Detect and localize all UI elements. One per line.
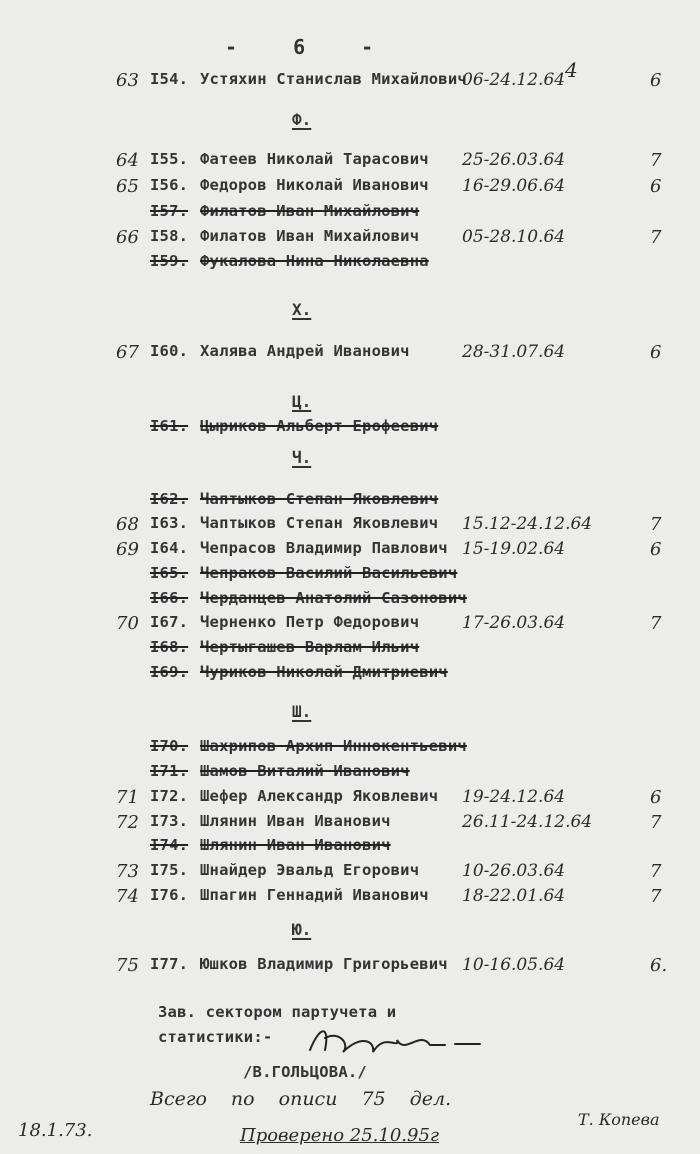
footer-name: /В.ГОЛЬЦОВА./ [243,1063,367,1081]
entry-number: I76. [150,886,189,904]
entry-dates: 15-19.02.64 [462,539,566,559]
entry-name: Филатов Иван Михайлович [200,227,420,245]
entry-name: Цыриков Альберт Ерофеевич [200,417,439,435]
entry-number: I66. [150,589,189,607]
entry-count: 6. [650,955,668,976]
entry-name: Фукалова Нина Николаевна [200,252,429,270]
entry-name: Юшков Владимир Григорьевич [200,955,448,973]
entry-name: Шахрипов Архип Иннокентьевич [200,737,467,755]
entry-dates: 19-24.12.64 [462,787,566,807]
entry-dates: 10-16.05.64 [462,955,566,975]
footer-position-line1: Зав. сектором партучета и [158,1003,397,1021]
entry-name: Филатов Иван Михайлович [200,202,420,220]
entry-name: Чаптыков Степан Яковлевич [200,490,439,508]
entry-number: I64. [150,539,189,557]
entry-count: 6 [650,70,662,91]
entry-number: I77. [150,955,189,973]
entry-name: Шнайдер Эвальд Егорович [200,861,420,879]
handwritten-checked-note: Проверено 25.10.95г [240,1125,440,1146]
entry-number: I60. [150,342,189,360]
entry-mark: 75 [116,955,139,976]
entry-dates: 05-28.10.64 [462,227,566,247]
entry-mark: 69 [116,539,139,560]
section-letter: Ц. [292,392,312,411]
entry-dates: 15.12-24.12.64 [462,514,593,534]
entry-number: I62. [150,490,189,508]
entry-number: I54. [150,70,189,88]
entry-mark: 65 [116,176,139,197]
entry-number: I71. [150,762,189,780]
section-letter: Ю. [292,920,312,939]
entry-dates: 26.11-24.12.64 [462,812,593,832]
entry-number: I65. [150,564,189,582]
handwritten-total: Всего по описи 75 дел. [150,1088,452,1110]
entry-number: I57. [150,202,189,220]
entry-mark: 71 [116,787,139,808]
entry-name: Шлянин Иван Иванович [200,812,391,830]
entry-name: Шлянин Иван Иванович [200,836,391,854]
entry-name: Черданцев Анатолий Сазонович [200,589,467,607]
entry-number: I58. [150,227,189,245]
entry-number: I70. [150,737,189,755]
entry-number: I61. [150,417,189,435]
entry-dates: 16-29.06.64 [462,176,566,196]
entry-name: Чаптыков Степан Яковлевич [200,514,439,532]
entry-dates: 17-26.03.64 [462,613,566,633]
entry-number: I55. [150,150,189,168]
entry-number: I74. [150,836,189,854]
entry-number: I73. [150,812,189,830]
entry-mark: 63 [116,70,139,91]
entry-count: 6 [650,787,662,808]
entry-number: I72. [150,787,189,805]
handwritten-signature [305,1020,485,1065]
entry-number: I67. [150,613,189,631]
entry-name: Федоров Николай Иванович [200,176,429,194]
entry-dates: 25-26.03.64 [462,150,566,170]
section-letter: Х. [292,300,312,319]
section-letter: Ч. [292,448,312,467]
entry-number: I69. [150,663,189,681]
entry-mark: 67 [116,342,139,363]
entry-mark: 72 [116,812,139,833]
entry-name: Шпагин Геннадий Иванович [200,886,429,904]
entry-count: 7 [650,514,662,535]
entry-number: I59. [150,252,189,270]
entry-mark: 64 [116,150,139,171]
entry-count: 7 [650,150,662,171]
handwritten-signature-name: Т. Копева [578,1110,660,1129]
entry-name: Шефер Александр Яковлевич [200,787,439,805]
entry-mark: 68 [116,514,139,535]
entry-name: Халява Андрей Иванович [200,342,410,360]
entry-number: I68. [150,638,189,656]
entry-mark: 73 [116,861,139,882]
handwritten-date: 18.1.73. [18,1120,93,1141]
entry-count: 7 [650,613,662,634]
entry-dates: 06-24.12.64 [462,70,566,90]
entry-count: 6 [650,342,662,363]
entry-number: I63. [150,514,189,532]
entry-count: 6 [650,539,662,560]
entry-count: 7 [650,886,662,907]
entry-name: Чуриков Николай Дмитриевич [200,663,448,681]
entry-name: Шамов Виталий Иванович [200,762,410,780]
entry-mark: 74 [116,886,139,907]
entry-mark: 66 [116,227,139,248]
entry-count: 7 [650,227,662,248]
entry-name: Фатеев Николай Тарасович [200,150,429,168]
entry-count: 7 [650,812,662,833]
entry-name: Черненко Петр Федорович [200,613,420,631]
entry-count: 7 [650,861,662,882]
section-letter: Ф. [292,110,312,129]
entry-name: Чертыгашев Варлам Ильич [200,638,420,656]
entry-number: I56. [150,176,189,194]
page-number: - 6 - [225,35,396,59]
entry-dates: 10-26.03.64 [462,861,566,881]
entry-dates: 28-31.07.64 [462,342,566,362]
entry-mark: 70 [116,613,139,634]
entry-name: Устяхин Станислав Михайлович [200,70,467,88]
entry-number: I75. [150,861,189,879]
entry-dates: 18-22.01.64 [462,886,566,906]
handwritten-correction-mark: 4 [565,58,578,82]
footer-position-line2: статистики:- [158,1028,273,1046]
entry-name: Чепраков Василий Васильевич [200,564,458,582]
entry-name: Чепрасов Владимир Павлович [200,539,448,557]
entry-count: 6 [650,176,662,197]
section-letter: Ш. [292,702,312,721]
